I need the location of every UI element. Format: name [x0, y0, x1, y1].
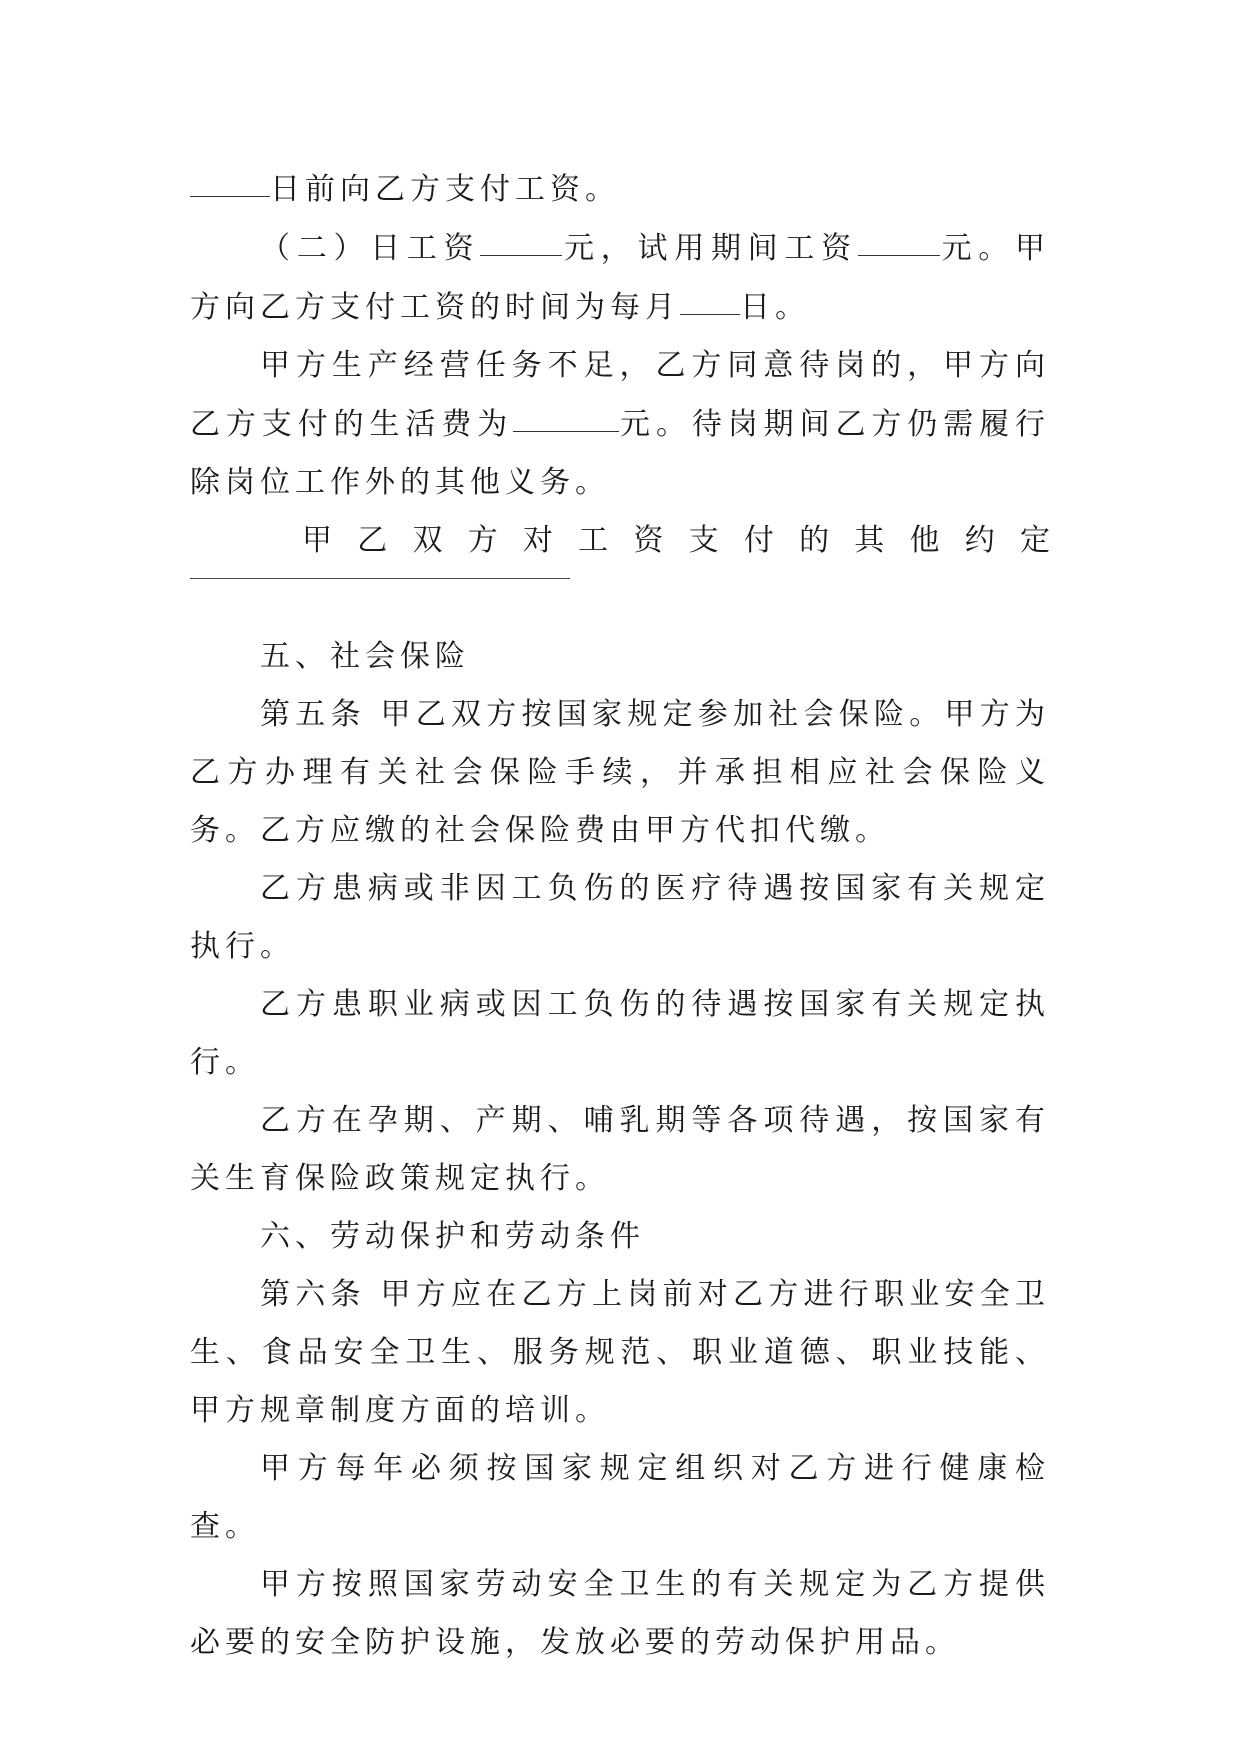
article-five: 第五条 甲乙双方按国家规定参加社会保险。甲方为乙方办理有关社会保险手续，并承担相应社会保险义务。乙方应缴的社会保险费由甲方代扣代缴。: [190, 697, 1050, 848]
paragraph-text: 元，试用期间工资: [562, 231, 858, 266]
blank-line: [513, 393, 619, 432]
paragraph-text: 日前向乙方支付工资。: [270, 172, 620, 207]
document-body: [190, 160, 1050, 1672]
paragraph-occupational-injury: 乙方患职业病或因工负伤的待遇按国家有关规定执行。: [190, 987, 1050, 1080]
paragraph-text: 元。甲方向乙方支付工资的时间为每月: [190, 231, 1051, 325]
paragraph-daily-wage: [190, 219, 1050, 337]
paragraph-health-check: 甲方每年必须按国家规定组织对乙方进行健康检查。: [190, 1451, 1050, 1544]
paragraph-safety-equipment: 甲方按照国家劳动安全卫生的有关规定为乙方提供必要的安全防护设施，发放必要的劳动保护用品。: [190, 1567, 1050, 1660]
paragraph-maternity: 乙方在孕期、产期、哺乳期等各项待遇，按国家有关生育保险政策规定执行。: [190, 1103, 1050, 1196]
underline: [190, 578, 570, 579]
paragraph-medical-treatment: 乙方患病或非因工负伤的医疗待遇按国家有关规定执行。: [190, 871, 1050, 964]
paragraph-other-agreement: 甲乙双方对工资支付的其他约定: [302, 523, 1050, 558]
paragraph-text: 元。待岗期间乙方仍需履行除岗位工作外的其他义务。: [190, 407, 1051, 500]
paragraph-wage-date: [190, 160, 1050, 219]
blank-line: [190, 158, 270, 197]
paragraph-text: （二）日工资: [260, 231, 481, 266]
paragraph-standby-pay: [190, 337, 1050, 512]
section-heading-social-insurance: 五、社会保险: [260, 639, 470, 674]
paragraph-text: 甲方生产经营任务不足，乙方同意待岗的，甲方向乙方支付的生活费为: [190, 348, 1050, 442]
blank-line: [680, 276, 740, 315]
section-heading-labor-protection: 六、劳动保护和劳动条件: [260, 1219, 645, 1254]
fill-in-line: [190, 570, 1050, 628]
blank-line: [480, 217, 562, 256]
blank-line: [858, 217, 940, 256]
article-six: 第六条 甲方应在乙方上岗前对乙方进行职业安全卫生、食品安全卫生、服务规范、职业道德、职业技能、甲方规章制度方面的培训。: [190, 1277, 1050, 1428]
paragraph-text: 日。: [740, 290, 810, 325]
